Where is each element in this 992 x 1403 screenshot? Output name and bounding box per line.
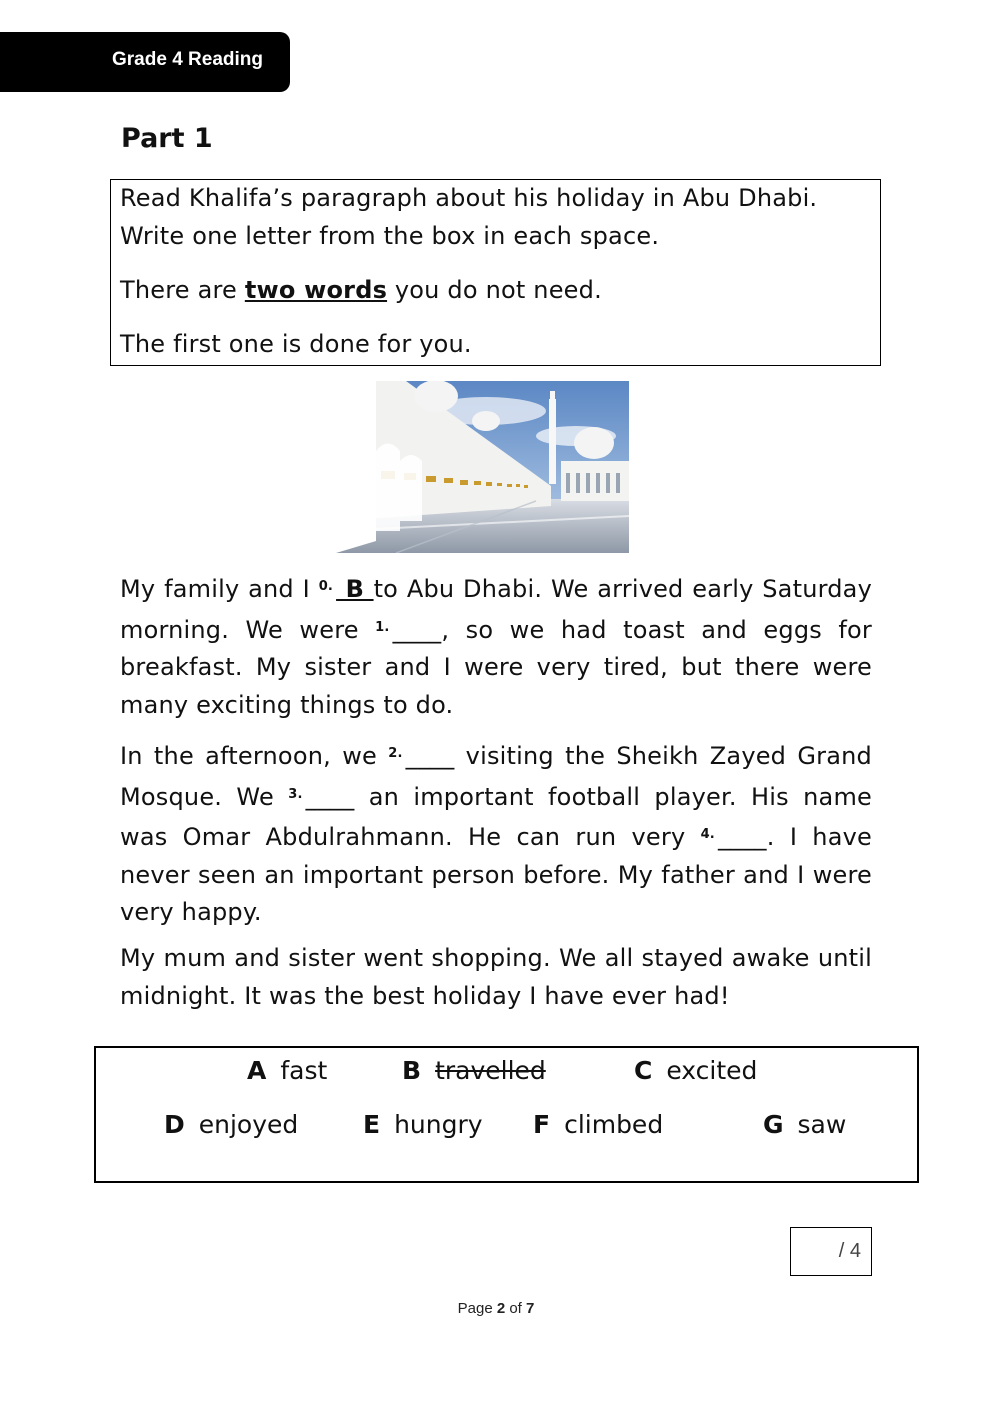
answer-blank-4[interactable]: ____ [717,823,767,852]
score-label: / 4 [838,1240,861,1262]
page-number: 2 [496,1300,506,1317]
word-option-c: C excited [634,1056,758,1085]
item-number-4: 4. [700,827,715,843]
item-number-3: 3. [288,786,303,802]
word-option-g: G saw [763,1110,847,1139]
instruction-line-1: Read Khalifa’s paragraph about his holiday in Abu Dhabi. [120,184,818,212]
section-title: Part 1 [121,123,213,154]
word-option-d: D enjoyed [164,1110,299,1139]
example-answer: B [336,575,374,603]
used-word: travelled [435,1056,546,1085]
grade-tab [0,32,290,92]
word-option-b: B travelled [402,1056,546,1085]
instruction-emphasis: two words [244,276,388,304]
story-paragraph-1: My family and I $^{0.}$ B to Abu Dhabi. We arrived early Saturday morning. We were $^{1.}$ ____, so we had toast and eggs for breakfast. My sister and I were very tired, but there were many exciting things to do. [120,575,872,719]
instruction-line-2: Write one letter from the box in each space. [120,222,660,250]
instructions-box [110,179,881,366]
word-option-a: A fast [247,1056,328,1085]
item-number-0: 0. [318,579,334,594]
mosque-photo [336,381,629,553]
instruction-line-3: There are two words you do not need. [120,276,602,304]
word-option-e: E hungry [363,1110,483,1139]
grade-tab-label: Grade 4 Reading [112,49,263,70]
story-paragraph-3: My mum and sister went shopping. We all stayed awake until midnight. It was the best holiday I have ever had! [120,944,872,1010]
word-option-f: F climbed [533,1110,664,1139]
page-total: 7 [526,1300,535,1317]
answer-blank-3[interactable]: ____ [305,782,355,811]
item-number-2: 2. [388,746,403,761]
item-number-1: 1. [375,619,390,635]
story-paragraph-2: In the afternoon, we $^{2.}$ ____ visiting the Sheikh Zayed Grand Mosque. We $^{3.}$ ____ an important football player. His name was Omar Abdulrahmann. He can run very $^{4.}$ ____. I have never seen an important person before. My father and I were very happy. [120,742,872,927]
score-box[interactable] [790,1227,872,1276]
answer-blank-2[interactable]: ____ [405,742,455,770]
word-box [94,1046,919,1183]
answer-blank-1[interactable]: ____, [392,615,450,644]
instruction-line-4: The first one is done for you. [120,330,472,358]
page-footer: Page 2 of 7 [457,1300,535,1317]
